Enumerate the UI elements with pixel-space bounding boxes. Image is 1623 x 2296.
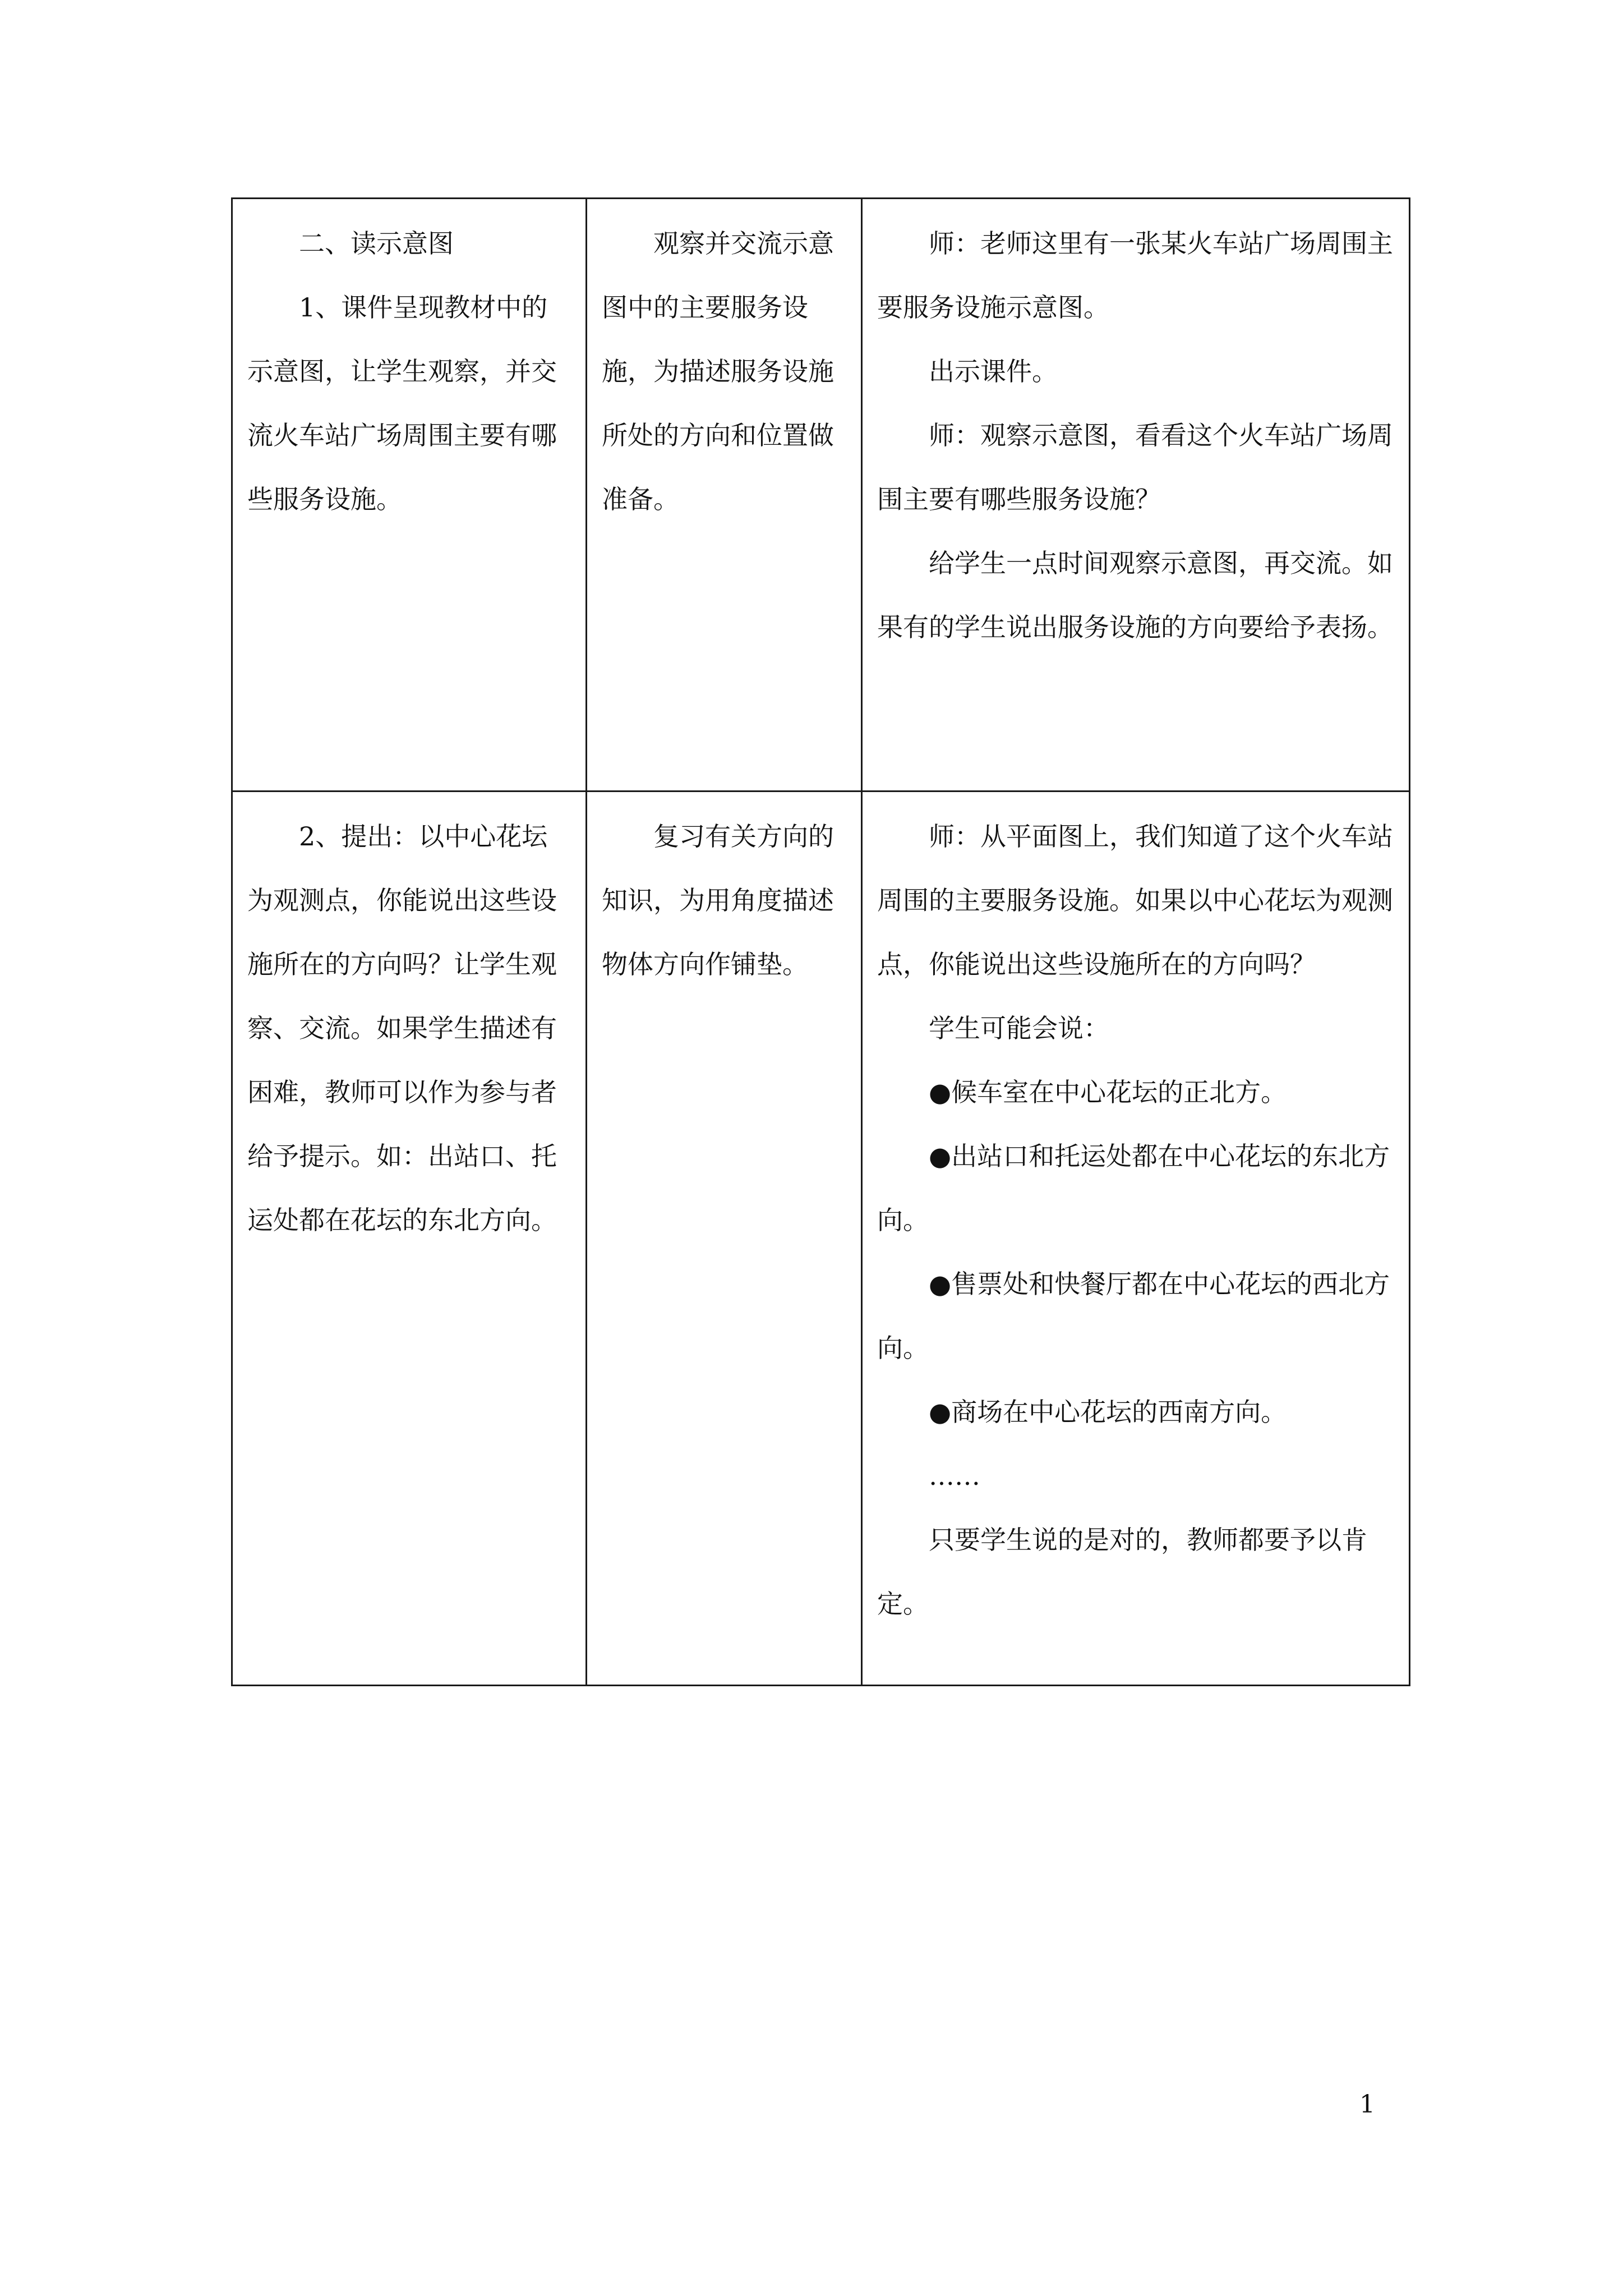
paragraph: 出示课件。: [929, 356, 1058, 386]
paragraph: 学生可能会说：: [929, 1013, 1109, 1043]
ellipsis: ……: [929, 1461, 980, 1491]
section-heading: 二、读示意图: [299, 228, 454, 259]
table-row: [232, 199, 1410, 792]
paragraph: 1、课件呈现教材中的示意图，让学生观察，并交流火车站广场周围主要有哪些服务设施。: [247, 292, 557, 514]
paragraph: 只要学生说的是对的，教师都要予以肯定。: [877, 1525, 1367, 1619]
dialogue-cell: [862, 199, 1410, 792]
bullet-item: ●商场在中心花坛的西南方向。: [929, 1397, 1287, 1427]
paragraph: 给学生一点时间观察示意图，再交流。如果有的学生说出服务设施的方向要给予表扬。: [877, 548, 1393, 642]
page-number: 1: [1359, 2090, 1375, 2119]
teaching-process-cell: [232, 792, 587, 1686]
paragraph: 师：老师这里有一张某火车站广场周围主要服务设施示意图。: [877, 228, 1393, 323]
lesson-plan-table: [231, 197, 1410, 1686]
paragraph: 师：观察示意图，看看这个火车站广场周围主要有哪些服务设施？: [877, 420, 1393, 514]
bullet-item: ●候车室在中心花坛的正北方。: [929, 1077, 1287, 1107]
intent-cell: [587, 199, 862, 792]
paragraph: 师：从平面图上，我们知道了这个火车站周围的主要服务设施。如果以中心花坛为观测点，你能说出这些设施所在的方向吗？: [877, 821, 1393, 979]
paragraph: 观察并交流示意图中的主要服务设施，为描述服务设施所处的方向和位置做准备。: [602, 228, 834, 514]
paragraph: 2、提出：以中心花坛为观测点，你能说出这些设施所在的方向吗？让学生观察、交流。如果学生描述有困难，教师可以作为参与者给予提示。如：出站口、托运处都在花坛的东北方向。: [247, 821, 557, 1235]
bullet-item: ●售票处和快餐厅都在中心花坛的西北方向。: [877, 1269, 1390, 1363]
teaching-process-cell: [232, 199, 587, 792]
table-row: [232, 792, 1410, 1686]
bullet-item: ●出站口和托运处都在中心花坛的东北方向。: [877, 1141, 1390, 1235]
dialogue-cell: [862, 792, 1410, 1686]
paragraph: 复习有关方向的知识，为用角度描述物体方向作铺垫。: [602, 821, 834, 979]
intent-cell: [587, 792, 862, 1686]
